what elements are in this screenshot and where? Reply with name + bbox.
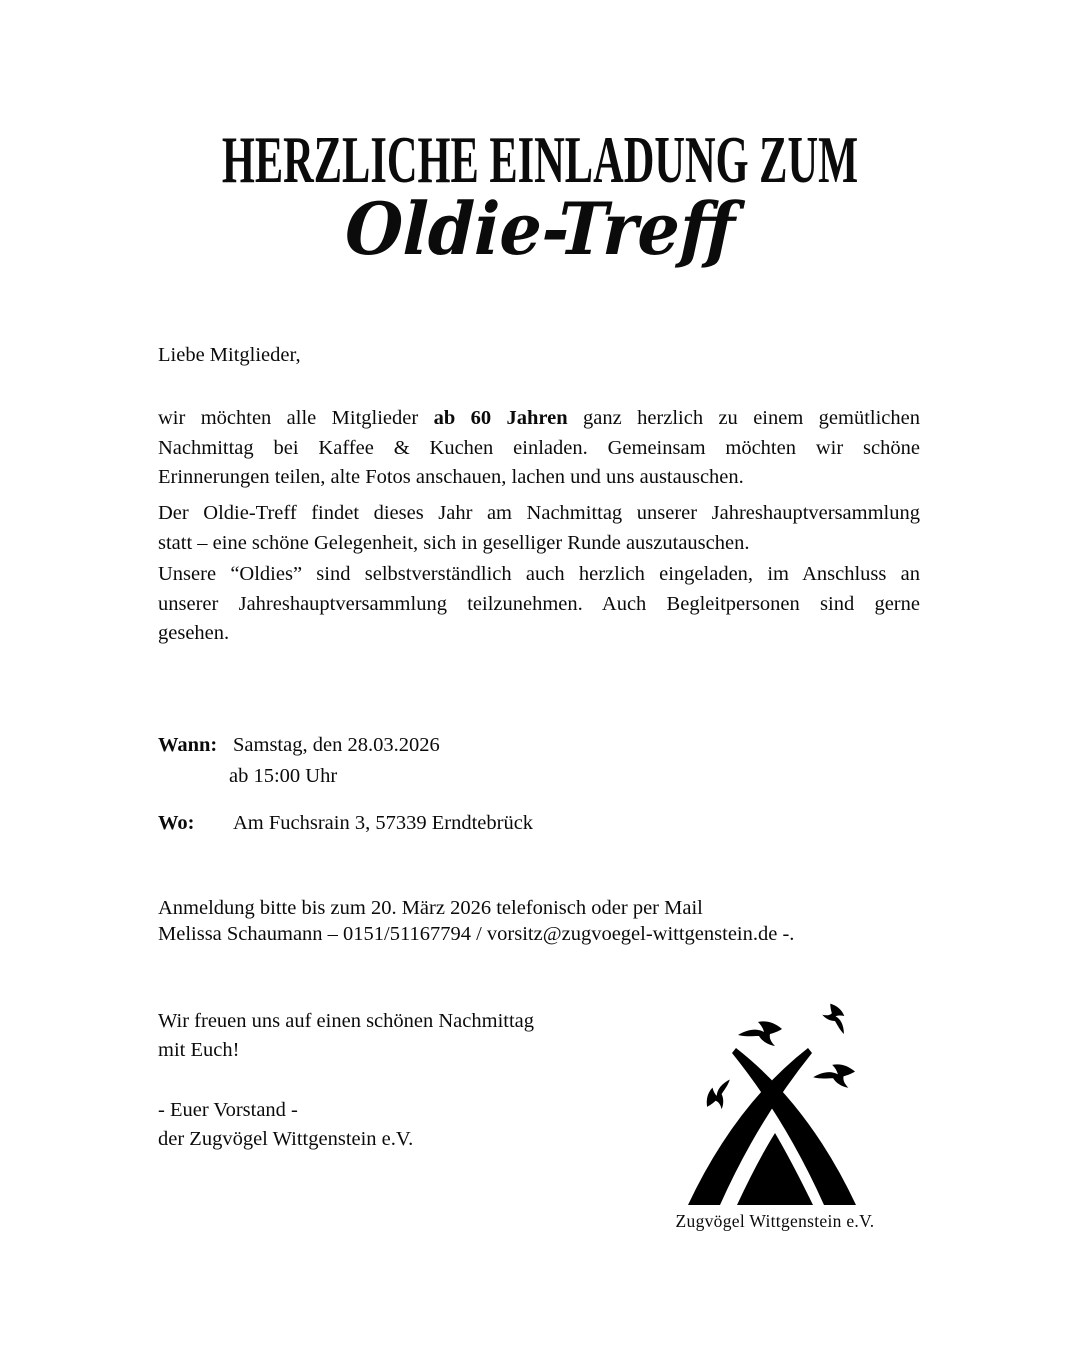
club-logo (660, 990, 890, 1220)
when-row (158, 733, 920, 758)
paragraph-meeting-info (158, 499, 920, 558)
closing-line: Wir freuen uns auf einen schönen Nachmittag (158, 1010, 535, 1032)
tent-with-birds-icon (660, 990, 890, 1220)
when-label: Wann: (158, 734, 218, 756)
registration-deadline: Anmeldung bitte bis zum 20. März 2026 telefonisch oder per Mail (158, 897, 703, 919)
registration-contact: Melissa Schaumann – 0151/51167794 / vorsitz@zugvoegel-wittgenstein.de -. (158, 923, 795, 945)
paragraph-invitation (158, 404, 920, 493)
age-highlight: ab 60 Jahren (433, 407, 568, 429)
closing-line: mit Euch! (158, 1039, 240, 1061)
page-title: HERZLICHE EINLADUNG ZUM (221, 123, 859, 197)
signoff-club: der Zugvögel Wittgenstein e.V. (158, 1127, 414, 1150)
paragraph-text: wir möchten alle Mitglieder (158, 407, 434, 429)
registration-block (158, 895, 920, 947)
paragraph-line: unserer Jahreshauptversammlung teilzunehmen. Auch Begleitpersonen sind gerne (158, 592, 920, 615)
where-row (158, 811, 920, 836)
when-time-value: ab 15:00 Uhr (229, 765, 338, 787)
paragraph-line: Erinnerungen teilen, alte Fotos anschauen, lachen und uns austauschen. (158, 466, 744, 488)
signoff-board: - Euer Vorstand - (158, 1099, 298, 1121)
when-time-row (158, 764, 991, 789)
paragraph-oldies-welcome (158, 560, 920, 649)
where-label: Wo: (158, 812, 195, 834)
when-value: Samstag, den 28.03.2026 (233, 734, 440, 756)
paragraph-line: gesehen. (158, 622, 230, 644)
paragraph-line: statt – eine schöne Gelegenheit, sich in geselliger Runde auszutauschen. (158, 531, 750, 554)
logo-caption: Zugvögel Wittgenstein e.V. (675, 1211, 875, 1231)
paragraph-line: Nachmittag bei Kaffee & Kuchen einladen. Gemeinsam möchten wir schöne (158, 436, 920, 459)
salutation: Liebe Mitglieder, (158, 344, 301, 366)
paragraph-line: Der Oldie-Treff findet dieses Jahr am Nachmittag unserer Jahreshauptversammlung (158, 502, 920, 524)
paragraph-text: ganz herzlich zu einem gemütlichen (567, 407, 920, 429)
paragraph-line: Unsere “Oldies” sind selbstverständlich auch herzlich eingeladen, im Anschluss an (158, 563, 920, 585)
event-title: Oldie-Treff (343, 186, 737, 271)
paragraph-line (158, 404, 920, 434)
where-value: Am Fuchsrain 3, 57339 Erndtebrück (233, 812, 534, 834)
